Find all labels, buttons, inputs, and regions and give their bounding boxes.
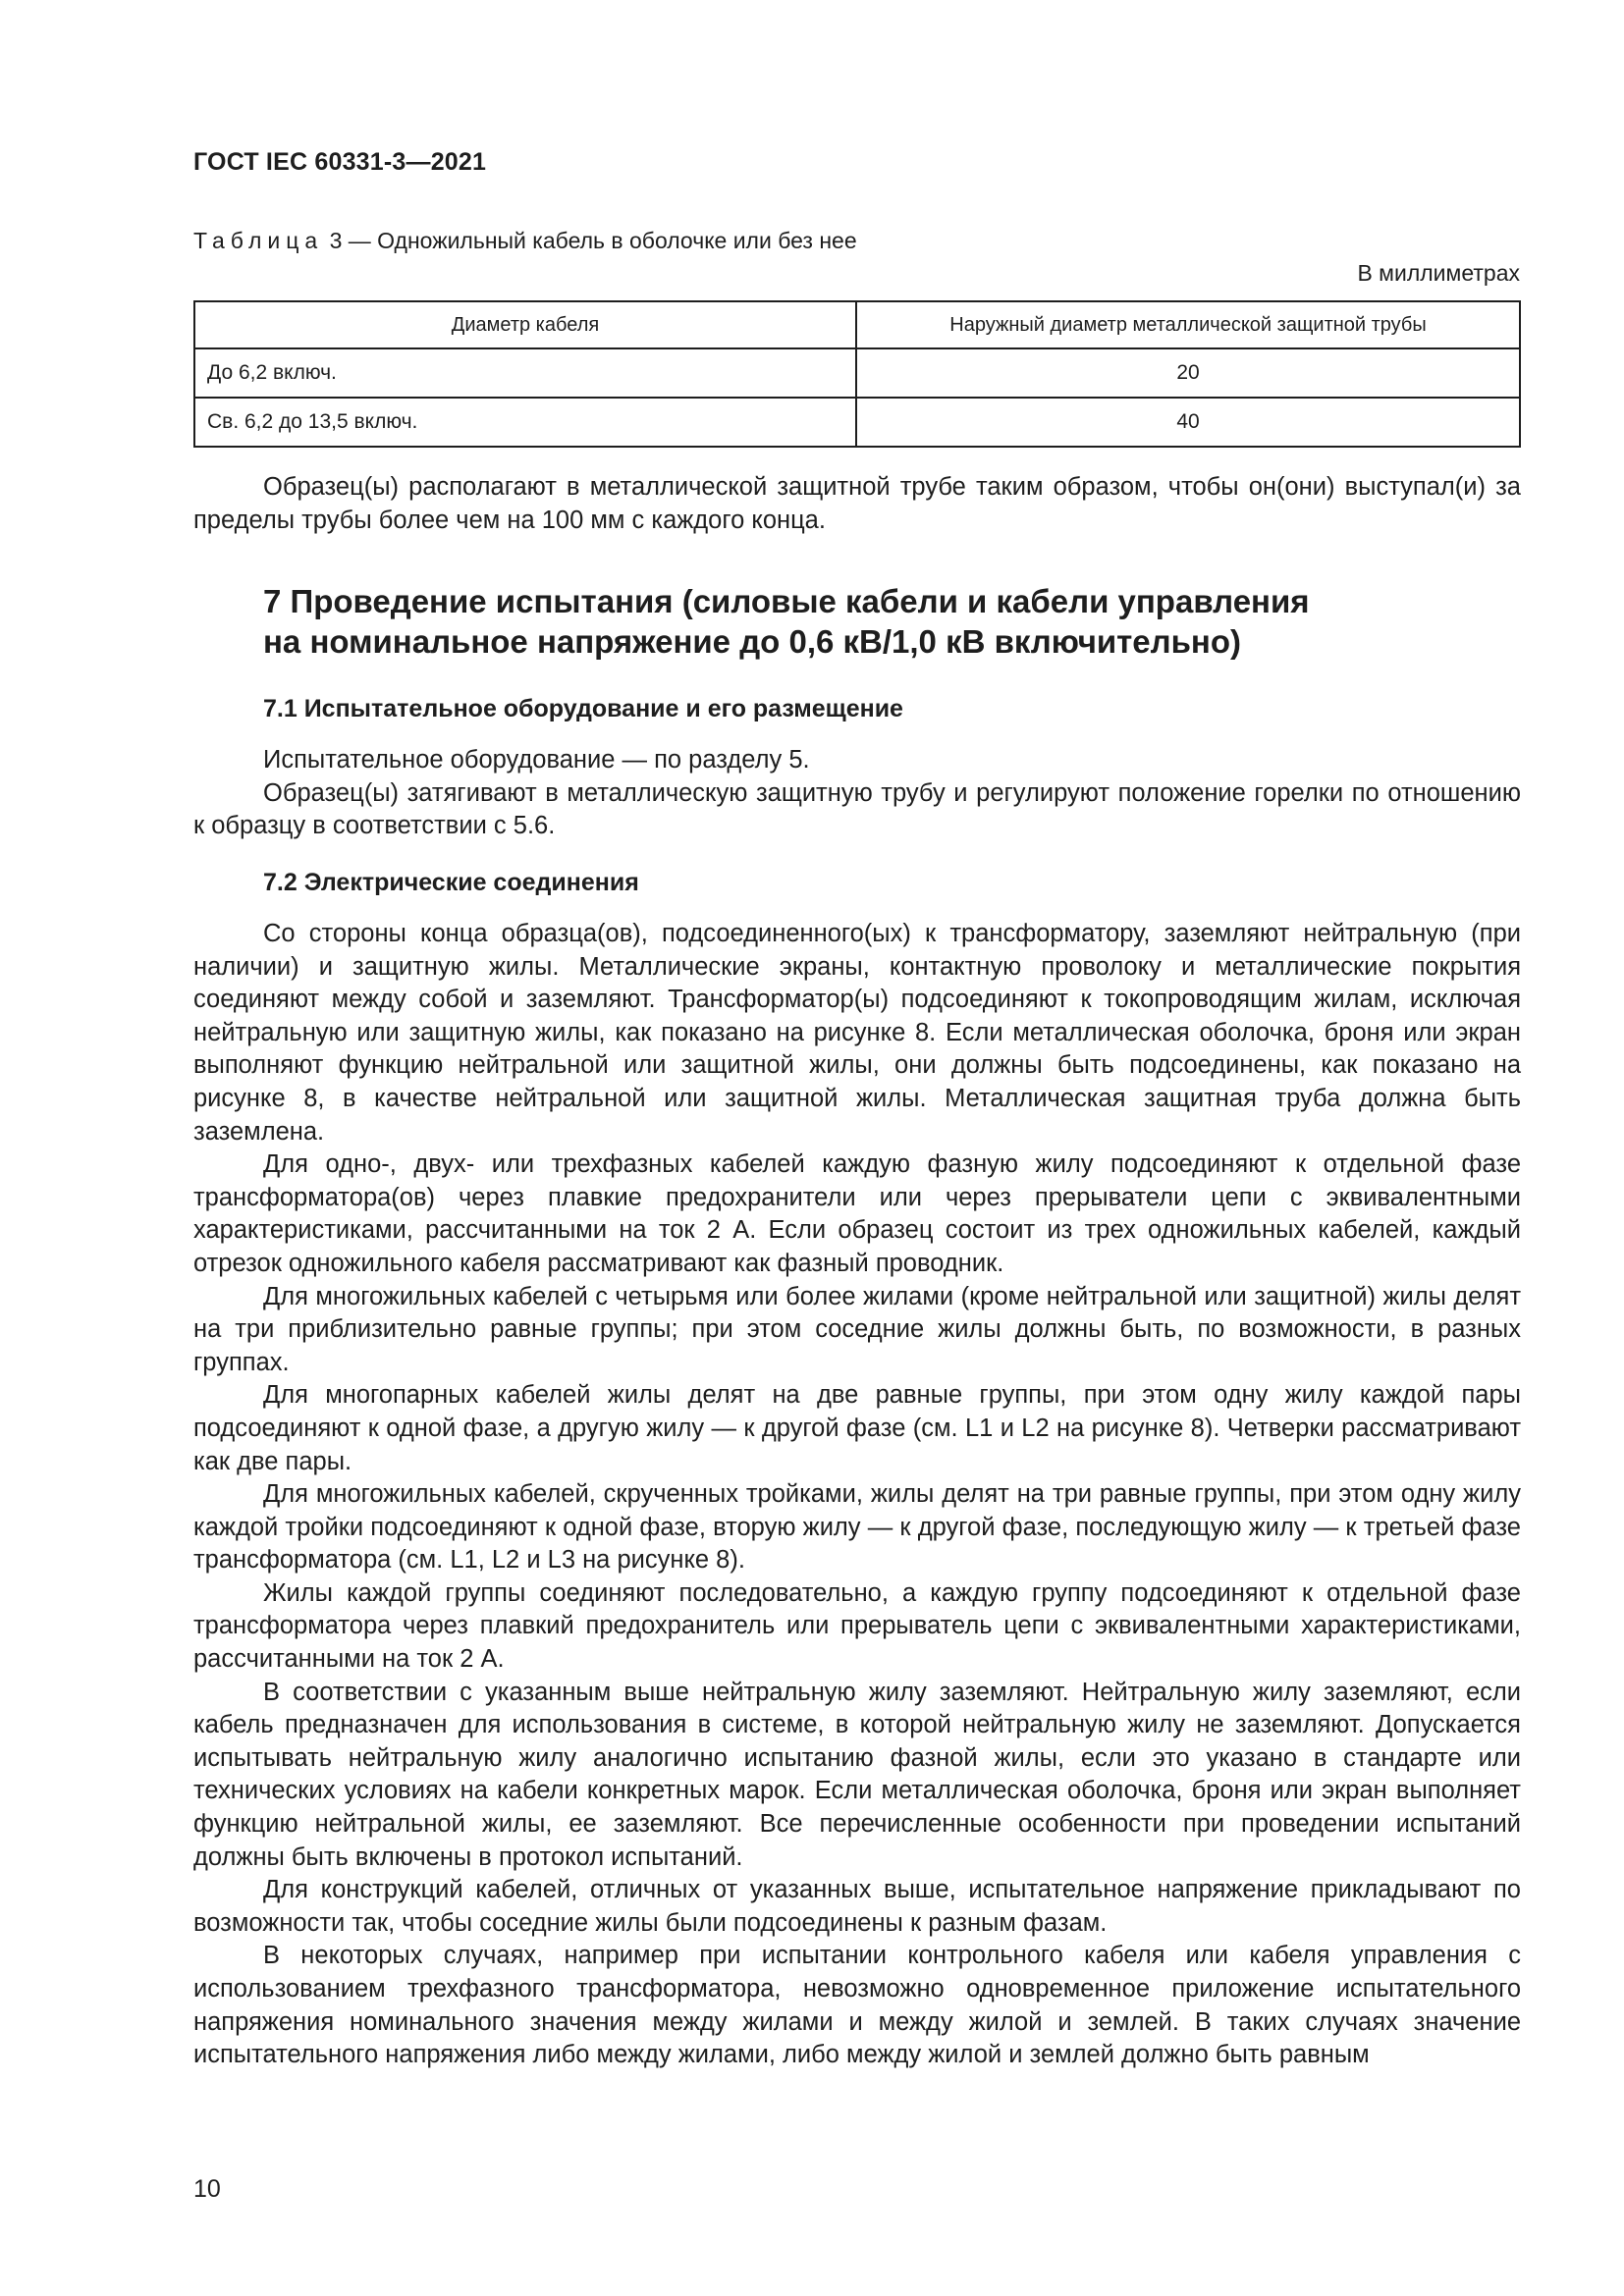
table-cell: 20 bbox=[856, 348, 1520, 398]
intro-text bbox=[193, 471, 1521, 537]
document-header: ГОСТ IEC 60331-3—2021 bbox=[193, 148, 487, 176]
subsection-heading: 7.1 Испытательное оборудование и его размещение bbox=[263, 695, 903, 722]
paragraph: Образец(ы) располагают в металлической защитной трубе таким образом, чтобы он(они) выступал(и) за пределы трубы более чем на 100 мм с каждого конца. bbox=[193, 473, 1521, 534]
table-caption-text: 3 — Одножильный кабель в оболочке или без нее bbox=[323, 228, 857, 253]
table-cell: Св. 6,2 до 13,5 включ. bbox=[194, 398, 856, 447]
paragraph: Для многожильных кабелей, скрученных тройками, жилы делят на три равные группы, при этом одну жилу каждой тройки подсоединяют к одной фазе, вторую жилу — к другой фазе, последующую жилу — к третьей фазе трансформатора (см. L1, L2 и L3 на рисунке 8). bbox=[193, 1480, 1521, 1575]
paragraph: Образец(ы) затягивают в металлическую защитную трубу и регулируют положение горелки по отношению к образцу в соответствии с 5.6. bbox=[193, 778, 1521, 840]
subsection-body bbox=[193, 918, 1521, 2072]
paragraph: Для многопарных кабелей жилы делят на две равные группы, при этом одну жилу каждой пары подсоединяют к одной фазе, а другую жилу — к другой фазе (см. L1 и L2 на рисунке 8). Четверки рассматривают как две пары. bbox=[193, 1381, 1521, 1475]
section-heading-line: 7 Проведение испытания (силовые кабели и кабели управления bbox=[263, 583, 1310, 619]
table-header-row bbox=[194, 301, 1520, 348]
section-heading bbox=[263, 581, 1441, 662]
data-table-wrapper bbox=[193, 300, 1521, 448]
page-number: 10 bbox=[193, 2175, 221, 2203]
paragraph: Жилы каждой группы соединяют последовательно, а каждую группу подсоединяют к отдельной фазе трансформатора через плавкий предохранитель или прерыватель цепи с эквивалентными характеристиками, рассчитанными на ток 2 А. bbox=[193, 1578, 1521, 1674]
table-row bbox=[194, 398, 1520, 447]
table-header-cell: Диаметр кабеля bbox=[194, 301, 856, 348]
paragraph: В некоторых случаях, например при испытании контрольного кабеля или кабеля управления с использованием трехфазного трансформатора, невозможно одновременное приложение испытательного напряжения номинального значения между жилами и между жилой и землей. В таких случаях значение испытательного напряжения либо между жилами, либо между жилой и землей должно быть равным bbox=[193, 1942, 1521, 2069]
table-cell: До 6,2 включ. bbox=[194, 348, 856, 398]
paragraph: В соответствии с указанным выше нейтральную жилу заземляют. Нейтральную жилу заземляют, если кабель предназначен для использования в системе, в которой нейтральную жилу не заземляют. Допускается испытывать нейтральную жилу аналогично испытанию фазной жилы, если это указано в стандарте или технических условиях на кабели конкретных марок. Если металлическая оболочка, броня или экран выполняет функцию нейтральной жилы, ее заземляют. Все перечисленные особенности при проведении испытаний должны быть включены в протокол испытаний. bbox=[193, 1678, 1521, 1871]
table-caption bbox=[193, 228, 857, 254]
table-header-cell: Наружный диаметр металлической защитной трубы bbox=[856, 301, 1520, 348]
subsection-body bbox=[193, 744, 1521, 843]
table-row bbox=[194, 348, 1520, 398]
subsection-heading: 7.2 Электрические соединения bbox=[263, 869, 639, 896]
table-cell: 40 bbox=[856, 398, 1520, 447]
table-unit: В миллиметрах bbox=[1357, 260, 1520, 286]
paragraph: Для многожильных кабелей с четырьмя или более жилами (кроме нейтральной или защитной) жилы делят на три приблизительно равные группы; при этом соседние жилы должны быть, по возможности, в разных группах. bbox=[193, 1282, 1521, 1376]
table-caption-word: Таблица bbox=[193, 228, 324, 253]
paragraph: Со стороны конца образца(ов), подсоединенного(ых) к трансформатору, заземляют нейтральную (при наличии) и защитную жилы. Металлические экраны, контактную проволоку и металлические покрытия соединяют между собой и заземляют. Трансформатор(ы) подсоединяют к токопроводящим жилам, исключая нейтральную или защитную жилы, как показано на рисунке 8. Если металлическая оболочка, броня или экран выполняют функцию нейтральной или защитной жилы, они должны быть подсоединены, как показано на рисунке 8, в качестве нейтральной или защитной жилы. Металлическая защитная труба должна быть заземлена. bbox=[193, 920, 1521, 1146]
section-heading-line: на номинальное напряжение до 0,6 кВ/1,0 кВ включительно) bbox=[263, 623, 1241, 660]
paragraph: Для одно-, двух- или трехфазных кабелей каждую фазную жилу подсоединяют к отдельной фазе трансформатора(ов) через плавкие предохранители или через прерыватели цепи с эквивалентными характеристиками, рассчитанными на ток 2 А. Если образец состоит из трех одножильных кабелей, каждый отрезок одножильного кабеля рассматривают как фазный проводник. bbox=[193, 1150, 1521, 1277]
paragraph: Испытательное оборудование — по разделу 5. bbox=[263, 746, 810, 774]
data-table bbox=[193, 300, 1521, 448]
paragraph: Для конструкций кабелей, отличных от указанных выше, испытательное напряжение прикладывают по возможности так, чтобы соседние жилы были подсоединены к разным фазам. bbox=[193, 1876, 1521, 1937]
